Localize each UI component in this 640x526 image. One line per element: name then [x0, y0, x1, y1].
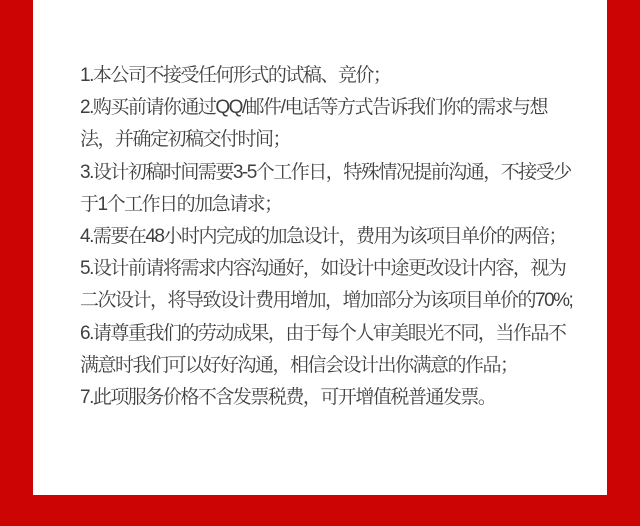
notice-line-7: 7.此项服务价格不含发票税费，可开增值税普通发票。 [80, 386, 496, 408]
notice-panel [33, 0, 607, 495]
notice-line-6b: 满意时我们可以好好沟通，相信会设计出你满意的作品； [80, 354, 518, 376]
notice-line-5b: 二次设计，将导致设计费用增加，增加部分为该项目单价的70%; [80, 290, 573, 312]
notice-line-2: 2.购买前请你通过QQ/邮件/电话等方式告诉我们你的需求与想 [80, 97, 547, 119]
notice-line-6: 6.请尊重我们的劳动成果，由于每个人审美眼光不同，当作品不 [80, 322, 566, 344]
notice-text-block [80, 60, 592, 414]
notice-line-3: 3.设计初稿时间需要3-5个工作日，特殊情况提前沟通，不接受少 [80, 161, 571, 183]
notice-line-5: 5.设计前请将需求内容沟通好，如设计中途更改设计内容，视为 [80, 258, 566, 280]
notice-line-2b: 法，并确定初稿交付时间； [80, 129, 291, 151]
notice-line-1: 1.本公司不接受任何形式的试稿、竞价； [80, 65, 391, 86]
notice-line-3b: 于1个工作日的加急请求； [80, 193, 282, 215]
notice-line-4: 4.需要在48小时内完成的加急设计，费用为该项目单价的两倍； [80, 225, 566, 247]
